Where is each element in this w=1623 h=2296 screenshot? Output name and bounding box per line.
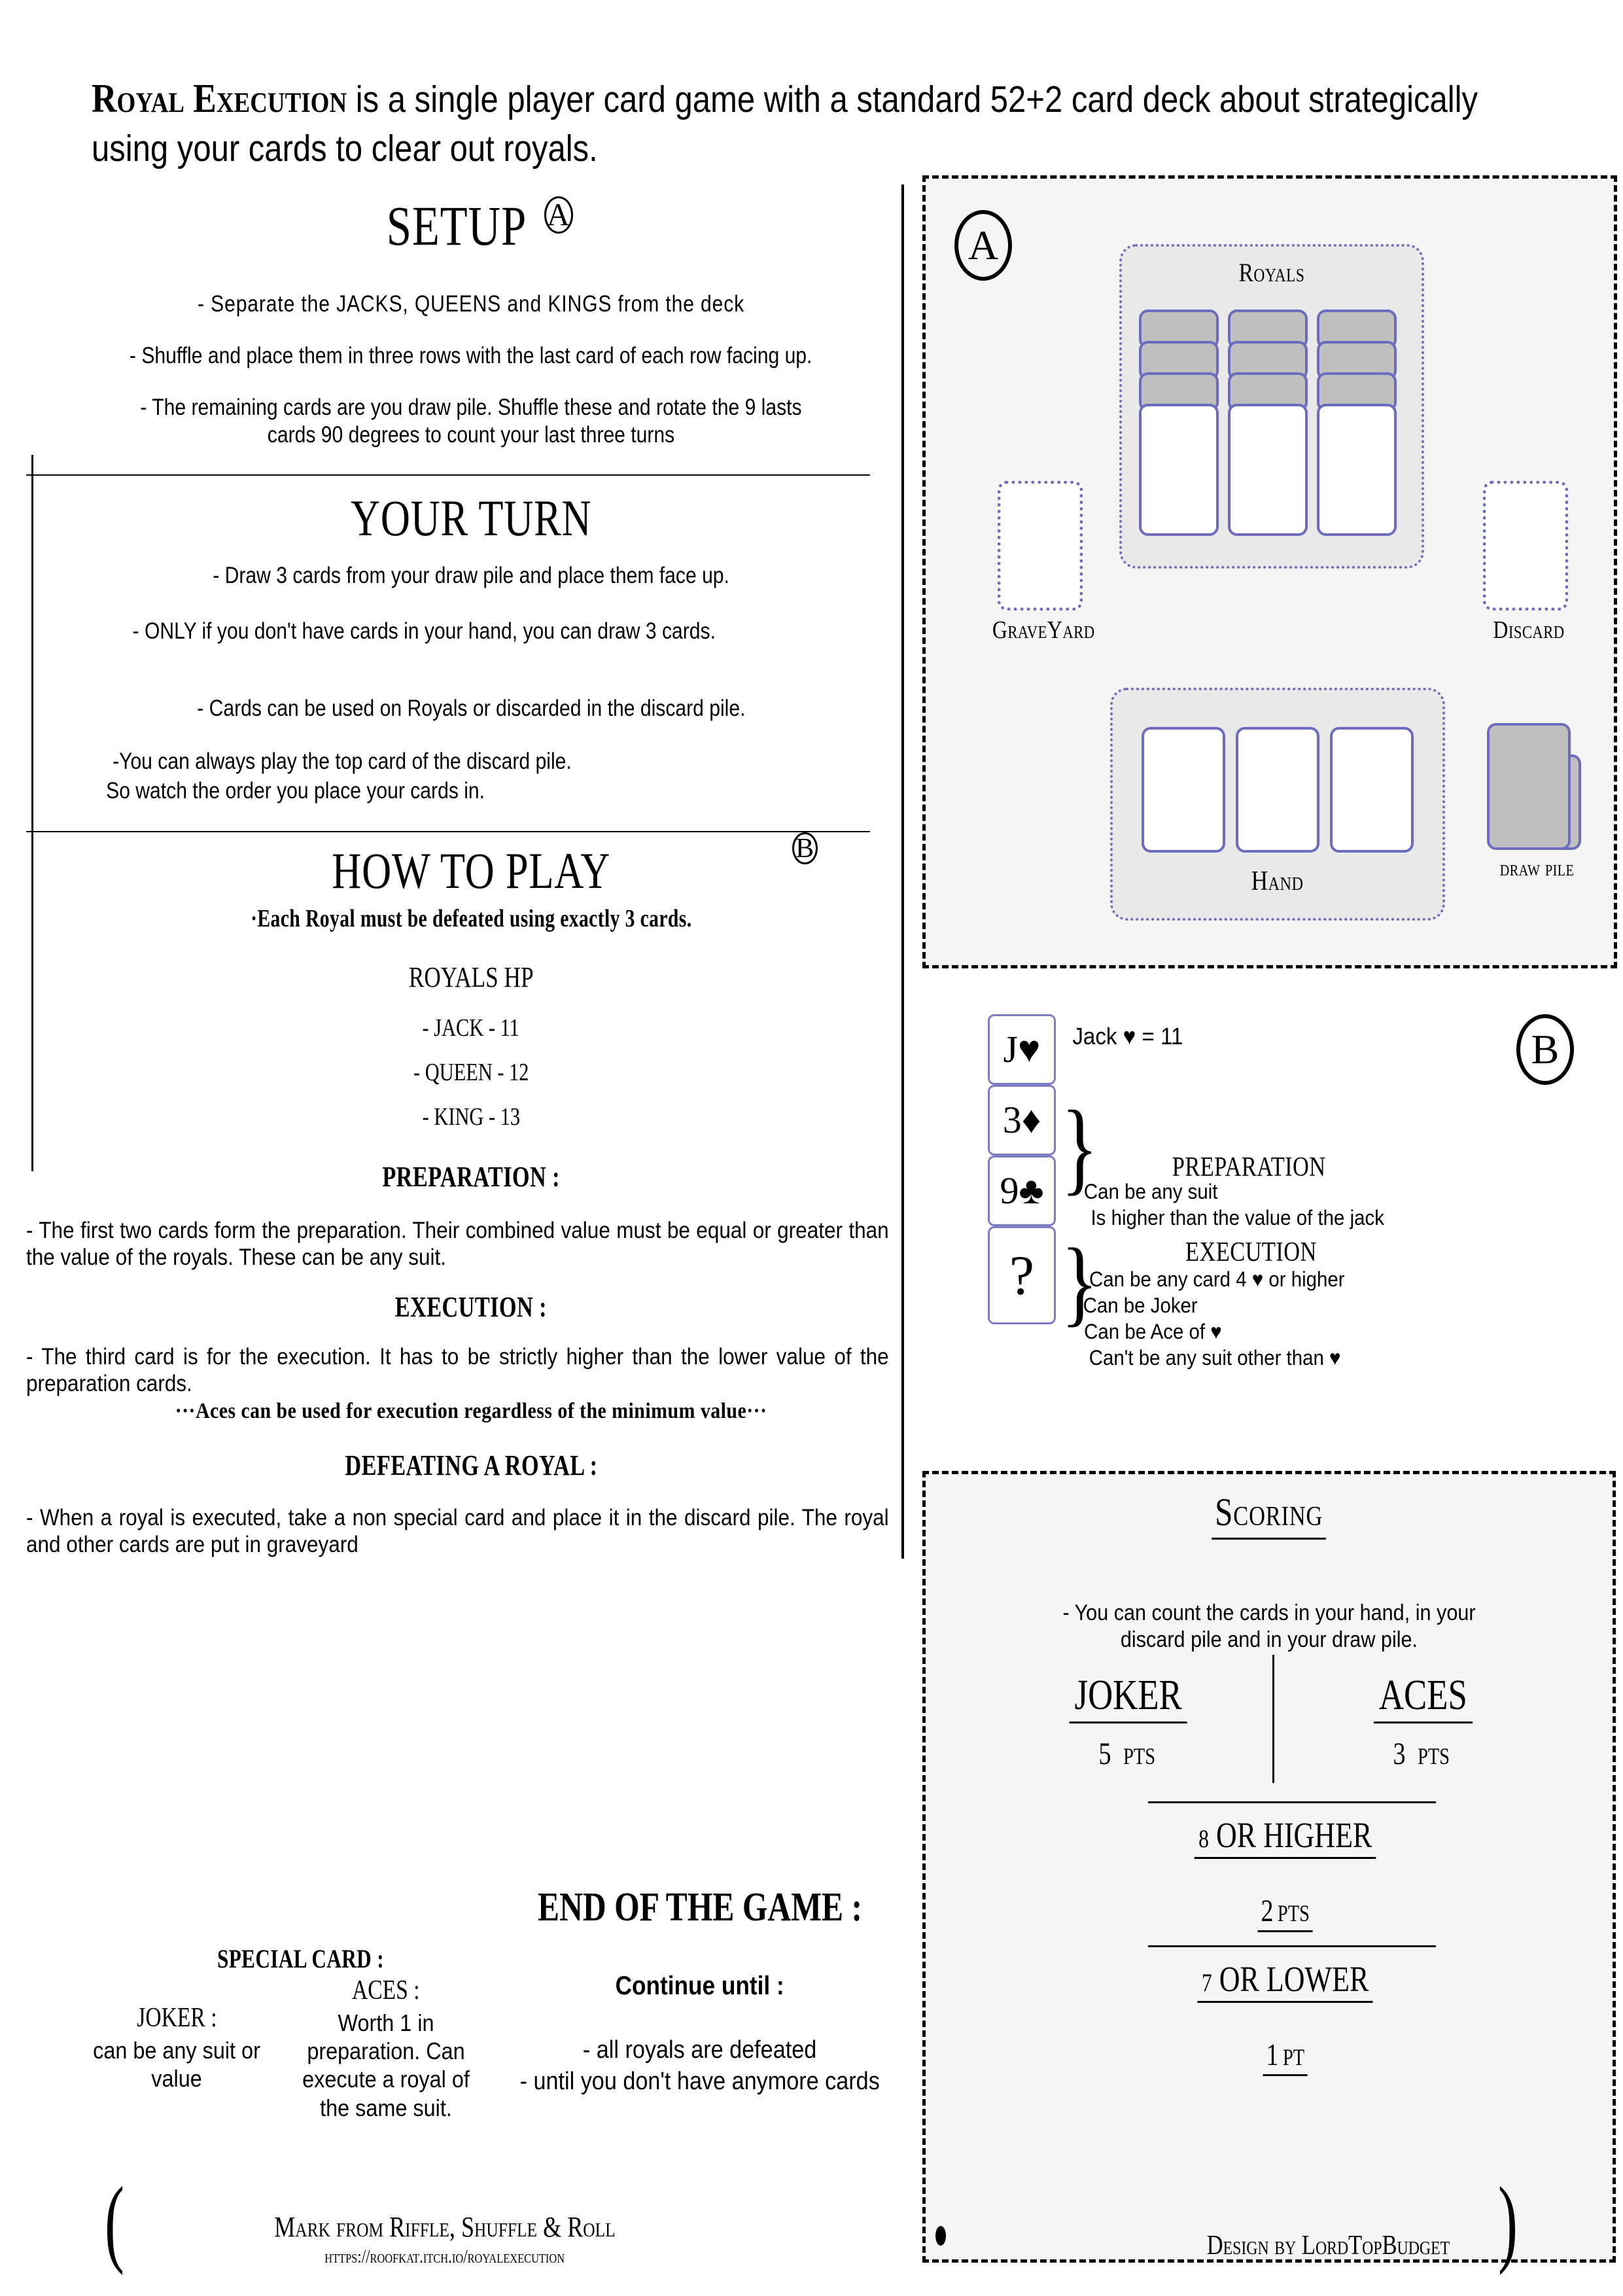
graveyard-label: GraveYard [992,616,1095,644]
panel-b-execution-line-1: Can be any card 4 ♥ or higher [1089,1267,1345,1291]
end-of-game-lead: Continue until : [615,1971,785,2000]
divider-block-1 [39,448,903,487]
card-unknown: ? [988,1226,1056,1324]
footer-design-credit: Design by LordTopBudget [1206,2231,1450,2261]
aces-block [288,1975,484,2122]
defeating-royal-title: DEFEATING A ROYAL : [345,1449,597,1481]
panel-b-execution-line-3: Can be Ace of ♥ [1084,1320,1222,1343]
how-to-play-lead: ·Each Royal must be defeated using exactly 3 cards. [250,904,692,932]
panel-b-preparation-line-2: Is higher than the value of the jack [1091,1206,1384,1229]
how-to-play-marker-b: B [792,832,818,865]
card-nine-clubs: 9♣ [988,1156,1056,1226]
scoring-aces-label: ACES [1318,1670,1527,1723]
royal-card-face[interactable] [1228,404,1308,536]
discard-slot[interactable] [1483,481,1568,610]
scoring-high-band: 8 OR HIGHER [1076,1814,1495,1859]
panel-b-execution-line-4: Can't be any suit other than ♥ [1089,1346,1341,1369]
preparation-brace: } [1061,1089,1098,1205]
special-card-heading: SPECIAL CARD : [217,1944,385,1973]
panel-b-preparation-line-1: Can be any suit [1083,1180,1218,1203]
scoring-joker-points: 5 PTS [1098,1737,1156,1771]
hand-label: Hand [1251,866,1304,896]
scoring-joker-label: JOKER [1024,1670,1233,1723]
royal-card-face[interactable] [1317,404,1397,536]
setup-bullet-2: - Shuffle and place them in three rows with the last card of each row facing up. [130,342,812,368]
setup-heading-text: SETUP [386,194,527,257]
preparation-title: PREPARATION : [382,1160,560,1193]
graveyard-slot[interactable] [998,481,1083,610]
scoring-title: Scoring [926,1490,1613,1540]
scoring-low-points: 1 PT [1076,2037,1495,2076]
panel-a-marker: A [954,210,1012,281]
hand-card[interactable] [1142,727,1225,853]
execution-text: - The third card is for the execution. It has to be strictly higher than the lower value of the preparation cards. [26,1344,889,1397]
scoring-panel [922,1471,1616,2263]
panel-b-diagram [922,981,1617,1439]
scoring-note: - You can count the cards in your hand, in your discard pile and in your draw pile. [1062,1600,1476,1653]
end-of-game-item-2: - until you don't have anymore cards [519,2067,881,2095]
execution-brace: } [1061,1228,1098,1336]
royals-hp-title: ROYALS HP [408,961,534,993]
scoring-low-band: 7 OR LOWER [1076,1958,1495,2003]
setup-heading [39,194,903,257]
discard-label: Discard [1493,616,1565,644]
your-turn-bullet-4: -You can always play the top card of the discard pile. [113,748,572,774]
right-paren-decoration: ) [1497,2167,1518,2276]
how-to-play-heading: HOW TO PLAY B [39,845,903,896]
your-turn-bullet-5: So watch the order you place your cards in. [106,778,485,804]
divider-line-1 [26,474,870,476]
execution-title: EXECUTION : [394,1291,548,1324]
setup-bullet-3: - The remaining cards are you draw pile. Shuffle these and rotate the 9 lasts cards 90 degrees to count your last three turns [140,395,802,448]
preparation-text: - The first two cards form the preparation. Their combined value must be equal or greater than the value of the royals. These can be any suit. [26,1217,889,1270]
panel-b-execution-title: EXECUTION [1185,1237,1317,1267]
footer-credit-mark: Mark from Riffle, Shuffle & Roll [274,2211,616,2243]
royals-hp-king: - KING - 13 [422,1103,520,1131]
setup-marker-a: A [544,196,573,234]
joker-text: can be any suit or value [93,2037,260,2093]
scoring-aces-points: 3 PTS [1393,1737,1450,1771]
scoring-rule-2 [1148,1945,1436,1947]
defeating-royal-text: - When a royal is executed, take a non special card and place it in the discard pile. The royal and other cards are put in graveyard [26,1504,889,1558]
panel-b-execution-line-2: Can be Joker [1083,1294,1198,1317]
joker-block [72,2002,281,2093]
end-of-game-heading: END OF THE GAME : [537,1885,863,1930]
royal-card-face[interactable] [1139,404,1219,536]
execution-note: ···Aces can be used for execution regardless of the minimum value··· [175,1398,767,1423]
divider-block-2 [39,805,903,841]
royals-hp-queen: - QUEEN - 12 [413,1058,529,1086]
game-title: Royal Execution [92,77,347,121]
card-three-diamonds: 3♦ [988,1085,1056,1156]
left-column [26,194,903,1558]
draw-pile-label: draw pile [1500,857,1575,881]
footer [0,2167,1623,2296]
draw-pile-top[interactable] [1487,723,1571,850]
intro-body: is a single player card game with a standard 52+2 card deck about strategically using your cards to clear out royals. [92,79,1478,170]
panel-a-diagram [922,175,1617,968]
divider-line-2 [26,831,870,832]
jack-value-note: Jack ♥ = 11 [1072,1023,1183,1050]
aces-title: ACES : [352,1975,420,2005]
your-turn-bullet-3: - Cards can be used on Royals or discarded in the discard pile. [196,695,746,721]
your-turn-heading: YOUR TURN [350,489,592,546]
vertical-rule-2 [31,811,33,1171]
aces-text: Worth 1 in preparation. Can execute a royal of the same suit. [302,2009,470,2121]
footer-dot-separator [935,2226,946,2246]
right-column [916,0,1623,2296]
your-turn-bullet-2: - ONLY if you don't have cards in your hand, you can draw 3 cards. [132,618,716,645]
panel-b-preparation-title: PREPARATION [1172,1152,1326,1182]
footer-credit-url[interactable]: https://roofkat.itch.io/royalexecution [324,2247,565,2267]
royals-label: Royals [1238,258,1305,287]
end-of-game-item-1: - all royals are defeated [583,2036,817,2064]
hand-card[interactable] [1330,727,1414,853]
joker-title: JOKER : [136,2003,217,2033]
royals-hp-jack: - JACK - 11 [422,1014,520,1042]
vertical-rule-1 [31,455,33,860]
left-paren-decoration: ( [104,2167,124,2276]
panel-b-marker: B [1516,1014,1574,1085]
scoring-column-divider [1272,1655,1274,1783]
hand-card[interactable] [1236,727,1319,853]
end-of-game-block [464,1884,935,2097]
scoring-high-points: 2 PTS [1076,1893,1495,1932]
setup-bullet-1: - Separate the JACKS, QUEENS and KINGS from the deck [197,291,745,317]
card-jack-hearts: J♥ [988,1014,1056,1085]
your-turn-bullet-1: - Draw 3 cards from your draw pile and place them face up. [213,562,729,588]
column-separator [901,185,904,1559]
scoring-rule-1 [1148,1801,1436,1803]
